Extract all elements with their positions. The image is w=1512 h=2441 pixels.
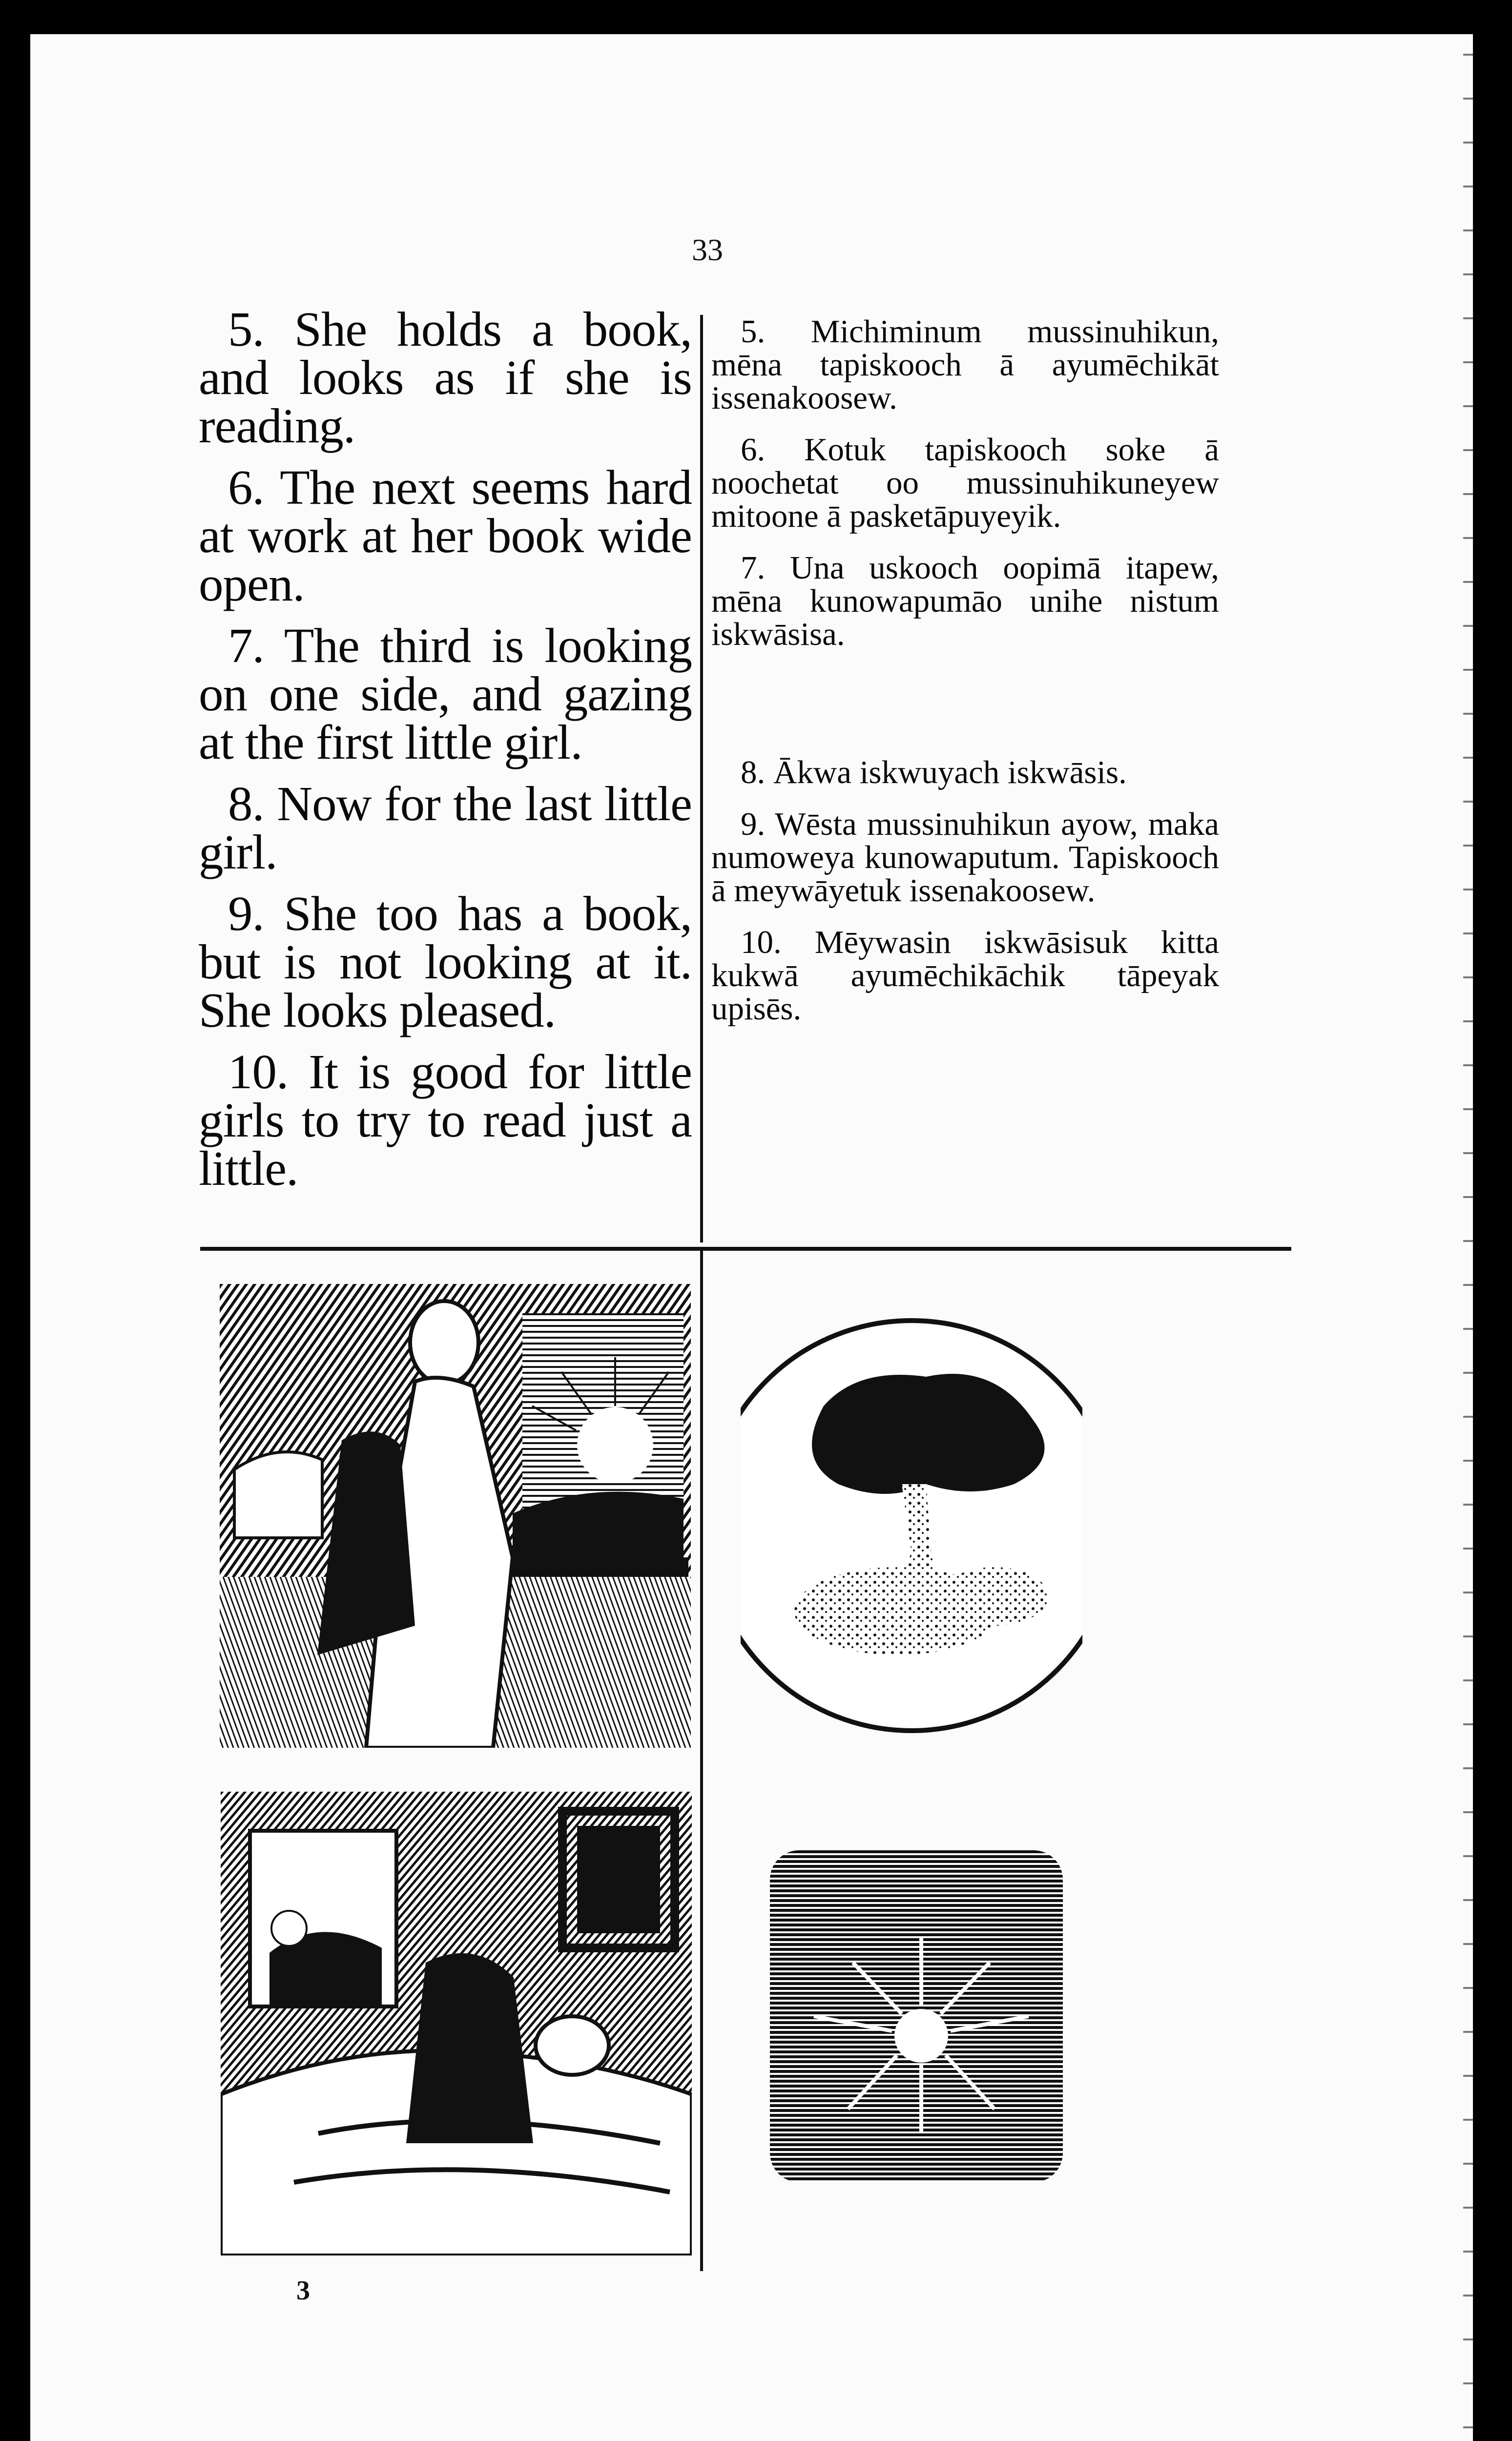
english-paragraph-9: 9. She too has a book, but is not looking at it. She looks pleased. xyxy=(199,886,692,1037)
native-paragraph-9: 9. Wēsta mussinuhikun ayow, maka numoweya kunowaputum. Tapiskooch ā meywāyetuk issenakoosew. xyxy=(711,806,1219,909)
horizontal-rule xyxy=(200,1247,1291,1251)
children-in-bed-illustration xyxy=(221,1792,692,2255)
english-paragraph-7: 7. The third is looking on one side, and gazing at the first little girl. xyxy=(199,618,692,769)
page xyxy=(30,34,1473,2441)
native-paragraph-6: 6. Kotuk tapiskooch soke ā noochetat oo mussinuhikuneyew mitoone ā pasketāpuyeyik. xyxy=(711,432,1219,534)
english-paragraph-8: 8. Now for the last little girl. xyxy=(199,776,692,879)
illustration-divider xyxy=(700,1251,703,2271)
signature-mark: 3 xyxy=(296,2276,310,2306)
english-column xyxy=(199,302,692,1206)
column-divider xyxy=(700,315,703,1242)
native-paragraph-5: 5. Michiminum mussinuhikun, mēna tapiskooch ā ayumēchikāt issenakoosew. xyxy=(711,313,1219,416)
sun-rays-illustration xyxy=(770,1831,1063,2202)
native-paragraph-8: 8. Ākwa iskwuyach iskwāsis. xyxy=(741,754,1127,790)
page-number: 33 xyxy=(692,232,723,267)
page-edge xyxy=(1463,34,1473,2441)
english-paragraph-6: 6. The next seems hard at work at her book wide open. xyxy=(199,460,692,611)
english-paragraph-10: 10. It is good for little girls to try to read just a little. xyxy=(199,1044,692,1196)
english-paragraph-5: 5. She holds a book, and looks as if she is reading. xyxy=(199,302,692,453)
native-paragraph-10: 10. Mēywasin iskwāsisuk kitta kukwā ayumēchikāchik tāpeyak upisēs. xyxy=(711,924,1219,1027)
girl-at-window-illustration xyxy=(220,1284,691,1748)
moon-tree-illustration xyxy=(741,1299,1082,1753)
native-column xyxy=(711,315,1219,1044)
native-paragraph-7: 7. Una uskooch oopimā itapew, mēna kunowapumāo unihe nistum iskwāsisa. xyxy=(711,550,1219,652)
